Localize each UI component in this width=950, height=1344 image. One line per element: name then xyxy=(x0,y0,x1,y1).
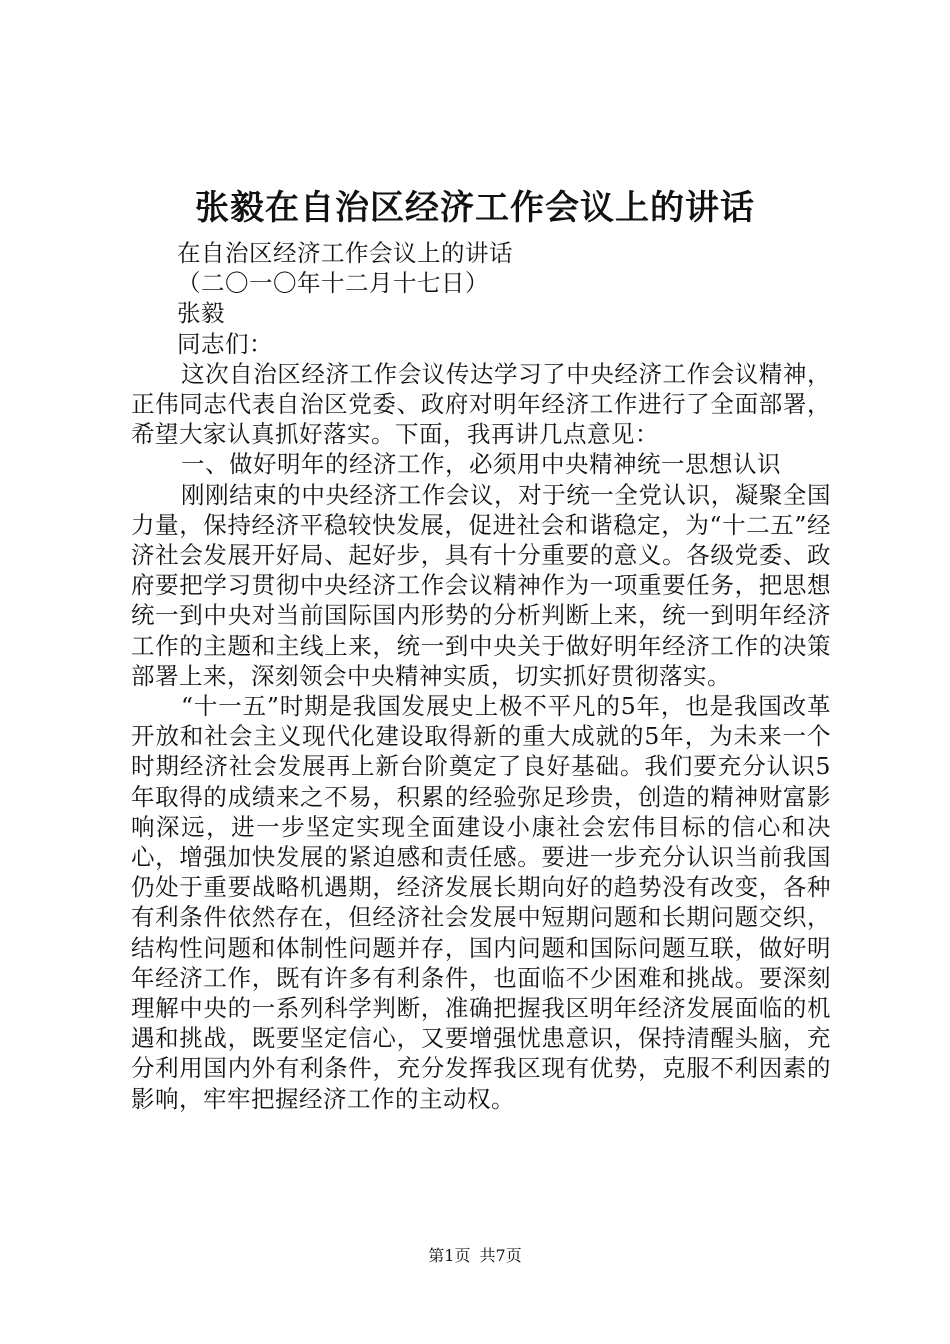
speech-author: 张毅 xyxy=(177,299,225,328)
page-footer xyxy=(0,1245,950,1267)
speech-subtitle: 在自治区经济工作会议上的讲话 xyxy=(177,239,513,267)
page-total: 共7页 xyxy=(479,1246,522,1265)
paragraph-central-meeting: 刚刚结束的中央经济工作会议，对于统一全党认识，凝聚全国力量，保持经济平稳较快发展，促进社会和谐稳定，为“十二五”经济社会发展开好局、起好步，具有十分重要的意义。各级党委、政府要把学习贯彻中央经济工作会议精神作为一项重要任务，把思想统一到中央对当前国际国内形势的分析判断上来，统一到明年经济工作的主题和主线上来，统一到中央关于做好明年经济工作的决策部署上来，深刻领会中央精神实质，切实抓好贯彻落实。 xyxy=(131,480,831,690)
paragraph-eleventh-five-year: “十一五”时期是我国发展史上极不平凡的5年，也是我国改革开放和社会主义现代化建设取得新的重大成就的5年，为未来一个时期经济社会发展再上新台阶奠定了良好基础。我们要充分认识5年取得的成绩来之不易，积累的经验弥足珍贵，创造的精神财富影响深远，进一步坚定实现全面建设小康社会宏伟目标的信心和决心，增强加快发展的紧迫感和责任感。要进一步充分认识当前我国仍处于重要战略机遇期，经济发展长期向好的趋势没有改变，各种有利条件依然存在，但经济社会发展中短期问题和长期问题交织，结构性问题和体制性问题并存，国内问题和国际问题互联，做好明年经济工作，既有许多有利条件，也面临不少困难和挑战。要深刻理解中央的一系列科学判断，准确把握我区明年经济发展面临的机遇和挑战，既要坚定信心，又要增强忧患意识，保持清醒头脑，充分利用国内外有利条件，充分发挥我区现有优势，克服不利因素的影响，牢牢把握经济工作的主动权。 xyxy=(131,692,831,1113)
salutation: 同志们： xyxy=(177,329,273,358)
speech-date: （二〇一〇年十二月十七日） xyxy=(177,269,489,298)
document-title: 张毅在自治区经济工作会议上的讲话 xyxy=(195,188,755,228)
section-heading-1: 一、做好明年的经济工作，必须用中央精神统一思想认识 xyxy=(181,450,781,479)
paragraph-intro: 这次自治区经济工作会议传达学习了中央经济工作会议精神，正伟同志代表自治区党委、政府对明年经济工作进行了全面部署，希望大家认真抓好落实。下面，我再讲几点意见： xyxy=(131,359,831,449)
page-number: 第1页 xyxy=(428,1246,471,1265)
document-body xyxy=(131,238,831,1114)
